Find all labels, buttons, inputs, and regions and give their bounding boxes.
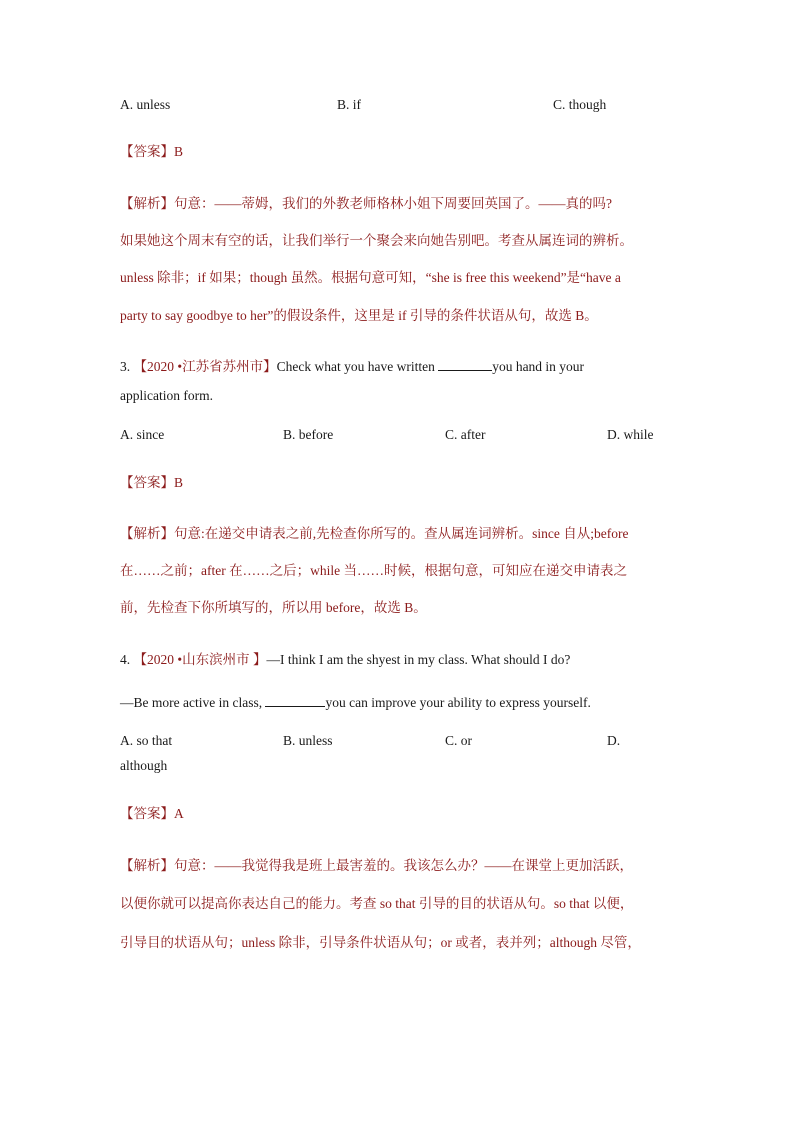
q3-option-b: B. before: [283, 427, 334, 442]
q2-option-c: C. though: [553, 97, 607, 112]
q3-stem-after: you hand in your: [492, 359, 585, 374]
q3-option-c: C. after: [445, 427, 486, 442]
q3-option-d: D. while: [607, 427, 654, 442]
q4-analysis-line-2: 以便你就可以提高你表达自己的能力。考查 so that 引导的目的状语从句。so that 以便，: [120, 896, 634, 911]
q3-analysis-line-1: 【解析】句意:在递交申请表之前,先检查你所写的。查从属连词辨析。since 自从;before: [120, 526, 629, 541]
q2-option-a: A. unless: [120, 97, 171, 112]
q3-source: 【2020 •江苏省苏州市】: [133, 359, 277, 374]
q2-option-b: B. if: [337, 97, 362, 112]
q2-analysis-line-2: 如果她这个周末有空的话，让我们举行一个聚会来向她告别吧。考查从属连词的辨析。: [120, 233, 633, 248]
q4-source: 【2020 •山东滨州市 】: [133, 652, 267, 667]
q4-option-a: A. so that: [120, 733, 173, 748]
q3-number: 3.: [120, 359, 131, 374]
q4-stem2-after: you can improve your ability to express yourself.: [325, 695, 591, 710]
q4-blank: [265, 694, 325, 707]
q3-analysis-line-2: 在……之前；after 在……之后；while 当……时候，根据句意，可知应在递交申请表之: [120, 563, 627, 578]
q4-option-c: C. or: [445, 733, 472, 748]
q4-number: 4.: [120, 652, 131, 667]
q4-stem-line-2: [120, 694, 591, 711]
q3-blank: [438, 358, 492, 371]
q4-stem2-before: —Be more active in class,: [120, 695, 266, 710]
q3-answer: 【答案】B: [120, 475, 184, 490]
q2-answer: 【答案】B: [120, 144, 184, 159]
q4-option-d-text: although: [120, 758, 168, 773]
q3-analysis-line-3: 前，先检查下你所填写的，所以用 before，故选 B。: [120, 600, 427, 615]
q3-option-a: A. since: [120, 427, 165, 442]
q4-stem-text: —I think I am the shyest in my class. What should I do?: [266, 652, 571, 667]
q2-analysis-line-4: party to say goodbye to her”的假设条件，这里是 if 引导的条件状语从句，故选 B。: [120, 308, 598, 323]
q4-option-b: B. unless: [283, 733, 333, 748]
q4-answer: 【答案】A: [120, 806, 184, 821]
q3-stem: [120, 355, 584, 375]
q4-analysis-line-1: 【解析】句意：——我觉得我是班上最害羞的。我该怎么办？——在课堂上更加活跃，: [120, 858, 633, 873]
q2-analysis-line-1: 【解析】句意：——蒂姆，我们的外教老师格林小姐下周要回英国了。——真的吗?: [120, 196, 612, 211]
q2-analysis-line-3: unless 除非；if 如果；though 虽然。根据句意可知，“she is free this weekend”是“have a: [120, 270, 621, 285]
q3-stem-before: Check what you have written: [276, 359, 439, 374]
q4-stem: [120, 648, 570, 668]
q3-stem-line-2: application form.: [120, 388, 213, 403]
q4-option-d: D.: [607, 733, 621, 748]
q4-analysis-line-3: 引导目的状语从句；unless 除非，引导条件状语从句；or 或者，表并列；although 尽管，: [120, 935, 641, 950]
